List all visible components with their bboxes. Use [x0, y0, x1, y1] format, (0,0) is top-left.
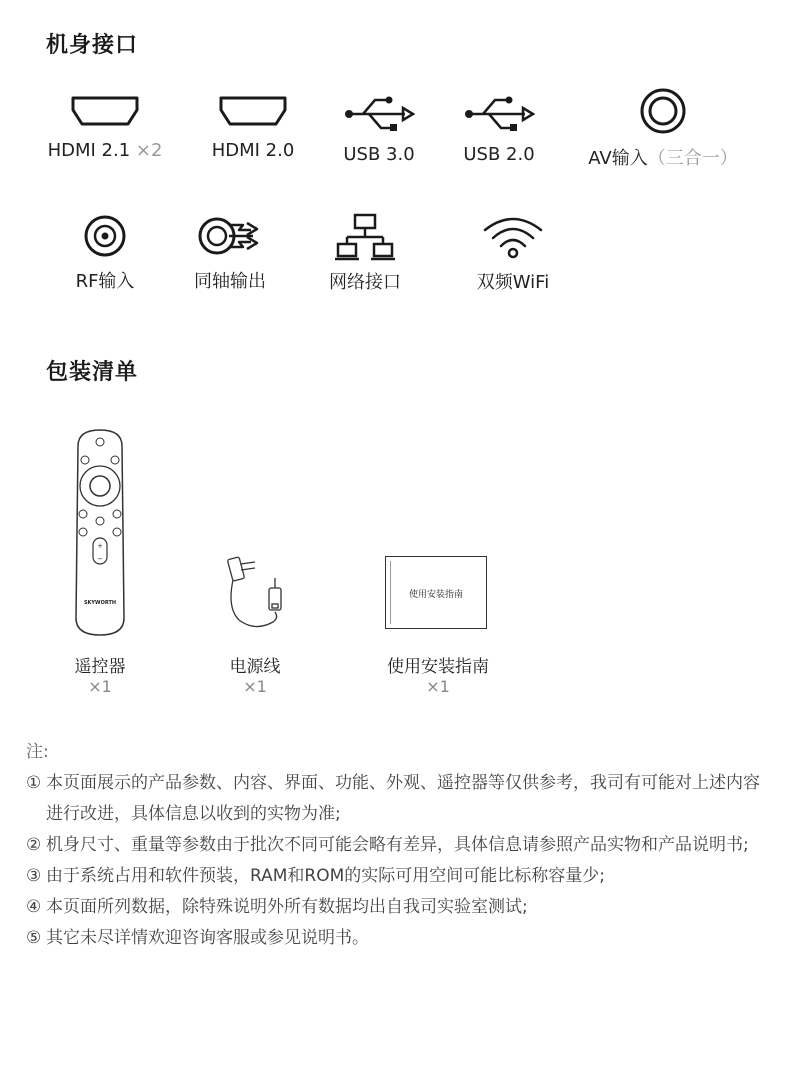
hdmi-icon [70, 92, 140, 132]
port-label: 同轴输出 [194, 271, 266, 292]
ports-section-title: 机身接口 [46, 33, 139, 58]
package-section-title: 包装清单 [46, 360, 139, 385]
note-item: ④ 本页面所列数据，除特殊说明外所有数据均出自我司实验室测试; [26, 897, 528, 917]
remote-control-image [70, 428, 130, 642]
port-wifi [438, 214, 588, 294]
svg-text:+: + [97, 542, 103, 550]
remote-brand: SKYWORTH [83, 600, 117, 606]
port-note: （三合一） [647, 148, 738, 169]
port-coaxial-output [155, 213, 305, 293]
port-label: USB 3.0 [343, 144, 415, 165]
network-icon [335, 212, 395, 262]
package-item-manual [358, 652, 518, 696]
port-label: 双频WiFi [476, 272, 550, 293]
manual-image [385, 556, 487, 629]
manual-cover-text: 使用安装指南 [408, 590, 463, 600]
note-item: ① 本页面展示的产品参数、内容、界面、功能、外观、遥控器等仅供参考，我司有可能对上述内容进行改进，具体信息以收到的实物为准; [26, 773, 760, 824]
usb-icon [343, 92, 415, 136]
notes-title: 注: [26, 742, 49, 762]
wifi-icon [481, 214, 545, 260]
package-item-name: 电源线 [229, 657, 281, 677]
package-item-remote [20, 652, 180, 696]
power-cord-image [215, 548, 290, 642]
port-label: HDMI 2.1 [47, 140, 131, 161]
port-label: RF输入 [75, 271, 135, 292]
coaxial-icon [195, 213, 265, 259]
port-hdmi-2-1 [30, 92, 180, 161]
port-usb-2-0 [424, 92, 574, 165]
svg-text:−: − [97, 555, 103, 563]
package-item-power-cord [175, 652, 335, 696]
package-item-qty: ×1 [426, 677, 450, 696]
notes-section [26, 737, 776, 954]
hdmi-icon [218, 92, 288, 132]
note-item: ⑤ 其它未尽详情欢迎咨询客服或参见说明书。 [26, 928, 369, 948]
note-item: ② 机身尺寸、重量等参数由于批次不同可能会略有差异，具体信息请参照产品实物和产品说明书; [26, 835, 749, 855]
av-icon [638, 86, 688, 136]
port-label: AV输入 [588, 148, 648, 169]
usb-icon [463, 92, 535, 136]
package-item-name: 遥控器 [74, 657, 126, 677]
note-item: ③ 由于系统占用和软件预装，RAM和ROM的实际可用空间可能比标称容量少; [26, 866, 606, 886]
package-item-qty: ×1 [88, 677, 112, 696]
port-av-input [588, 86, 738, 170]
port-label: HDMI 2.0 [211, 140, 295, 161]
package-item-name: 使用安装指南 [387, 657, 489, 677]
rf-icon [82, 213, 128, 259]
port-network [290, 212, 440, 294]
port-label: USB 2.0 [463, 144, 535, 165]
package-item-qty: ×1 [243, 677, 267, 696]
port-label: 网络接口 [329, 272, 401, 293]
port-count: ×2 [135, 140, 163, 161]
